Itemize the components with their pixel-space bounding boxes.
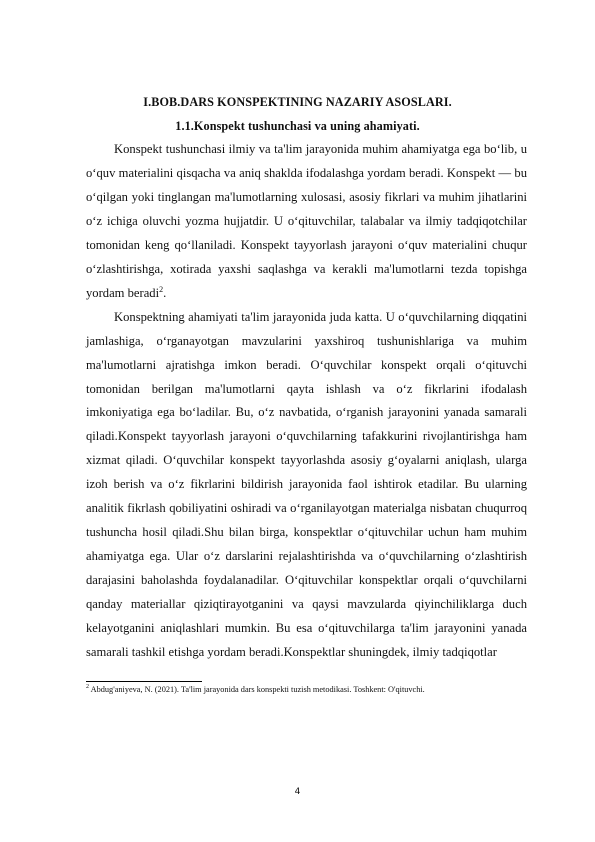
chapter-heading: I.BOB.DARS KONSPEKTINING NAZARIY ASOSLARI. bbox=[143, 95, 452, 109]
footnote-separator bbox=[86, 681, 202, 682]
paragraph-1-text: Konspekt tushunchasi ilmiy va ta'lim jarayonida muhim ahamiyatga ega bo‘lib, u o‘quv materialini qisqacha va aniq shaklda ifodalashga yordam beradi. Konspekt — bu o‘qilgan yoki tinglangan ma'lumotlarning xulosasi, asosiy fikrlari va muhim jihatlarini o‘z ichiga oluvchi yozma hujjatdir. U o‘qituvchilar, talabalar va ilmiy tadqiqotchilar tomonidan keng qo‘llaniladi. Konspekt tayyorlash jarayoni o‘quv materialini chuqur o‘zlashtirishga, xotirada yaxshi saqlashga va kerakli ma'lumotlarni tezda topishga yordam beradi bbox=[86, 142, 527, 300]
paragraph-2: Konspektning ahamiyati ta'lim jarayonida juda katta. U o‘quvchilarning diqqatini jamlashiga, o‘rganayotgan mavzularini yaxshiroq tushunishlariga va muhim ma'lumotlarni ajratishga imkon beradi. O‘quvchilar konspekt orqali o‘qituvchi tomonidan berilgan ma'lumotlarni qayta ishlash va o‘z fikrlarini ifodalash imkoniyatiga ega bo‘ladilar. Bu, o‘z navbatida, o‘rganish jarayonini yanada samarali qiladi.Konspekt tayyorlash jarayoni o‘quvchilarning tafakkurini rivojlantirishga ham xizmat qiladi. O‘quvchilar konspekt tayyorlashda asosiy g‘oyalarni aniqlash, ularga izoh berish va o‘z fikrlarini bildirish jarayonida faol ishtirok etadilar. Bu ularning analitik fikrlash qobiliyatini oshiradi va o‘rganilayotgan materialga nisbatan chuqurroq tushuncha hosil qiladi.Shu bilan birga, konspektlar o‘qituvchilar uchun ham muhim ahamiyatga ega. Ular o‘z darslarini rejalashtirishda va o‘quvchilarning o‘zlashtirish darajasini baholashda foydalanadilar. O‘qituvchilar konspektlar orqali o‘quvchilarni qanday materiallar qiziqtirayotganini va qaysi mavzularda qiyinchiliklarga duch kelayotganini aniqlashlari mumkin. Bu esa o‘qituvchilarga ta'lim jarayonini yanada samarali tashkil etishga yordam beradi.Konspektlar shuningdek, ilmiy tadqiqotlar bbox=[86, 309, 527, 660]
footnote-number: 2 bbox=[86, 684, 89, 691]
paragraph-1-end: . bbox=[163, 285, 167, 300]
footnote bbox=[86, 684, 536, 695]
footnote-reference[interactable]: 2 bbox=[159, 284, 164, 294]
section-heading: 1.1.Konspekt tushunchasi va uning ahamiyati. bbox=[175, 119, 420, 133]
footnote-text: Abdug'aniyeva, N. (2021). Ta'lim jarayonida dars konspekti tuzish metodikasi. Toshkent: O'qituvchi. bbox=[89, 685, 425, 694]
paragraph-1 bbox=[86, 138, 527, 306]
page-number: 4 bbox=[294, 787, 301, 797]
body-text bbox=[86, 138, 527, 665]
